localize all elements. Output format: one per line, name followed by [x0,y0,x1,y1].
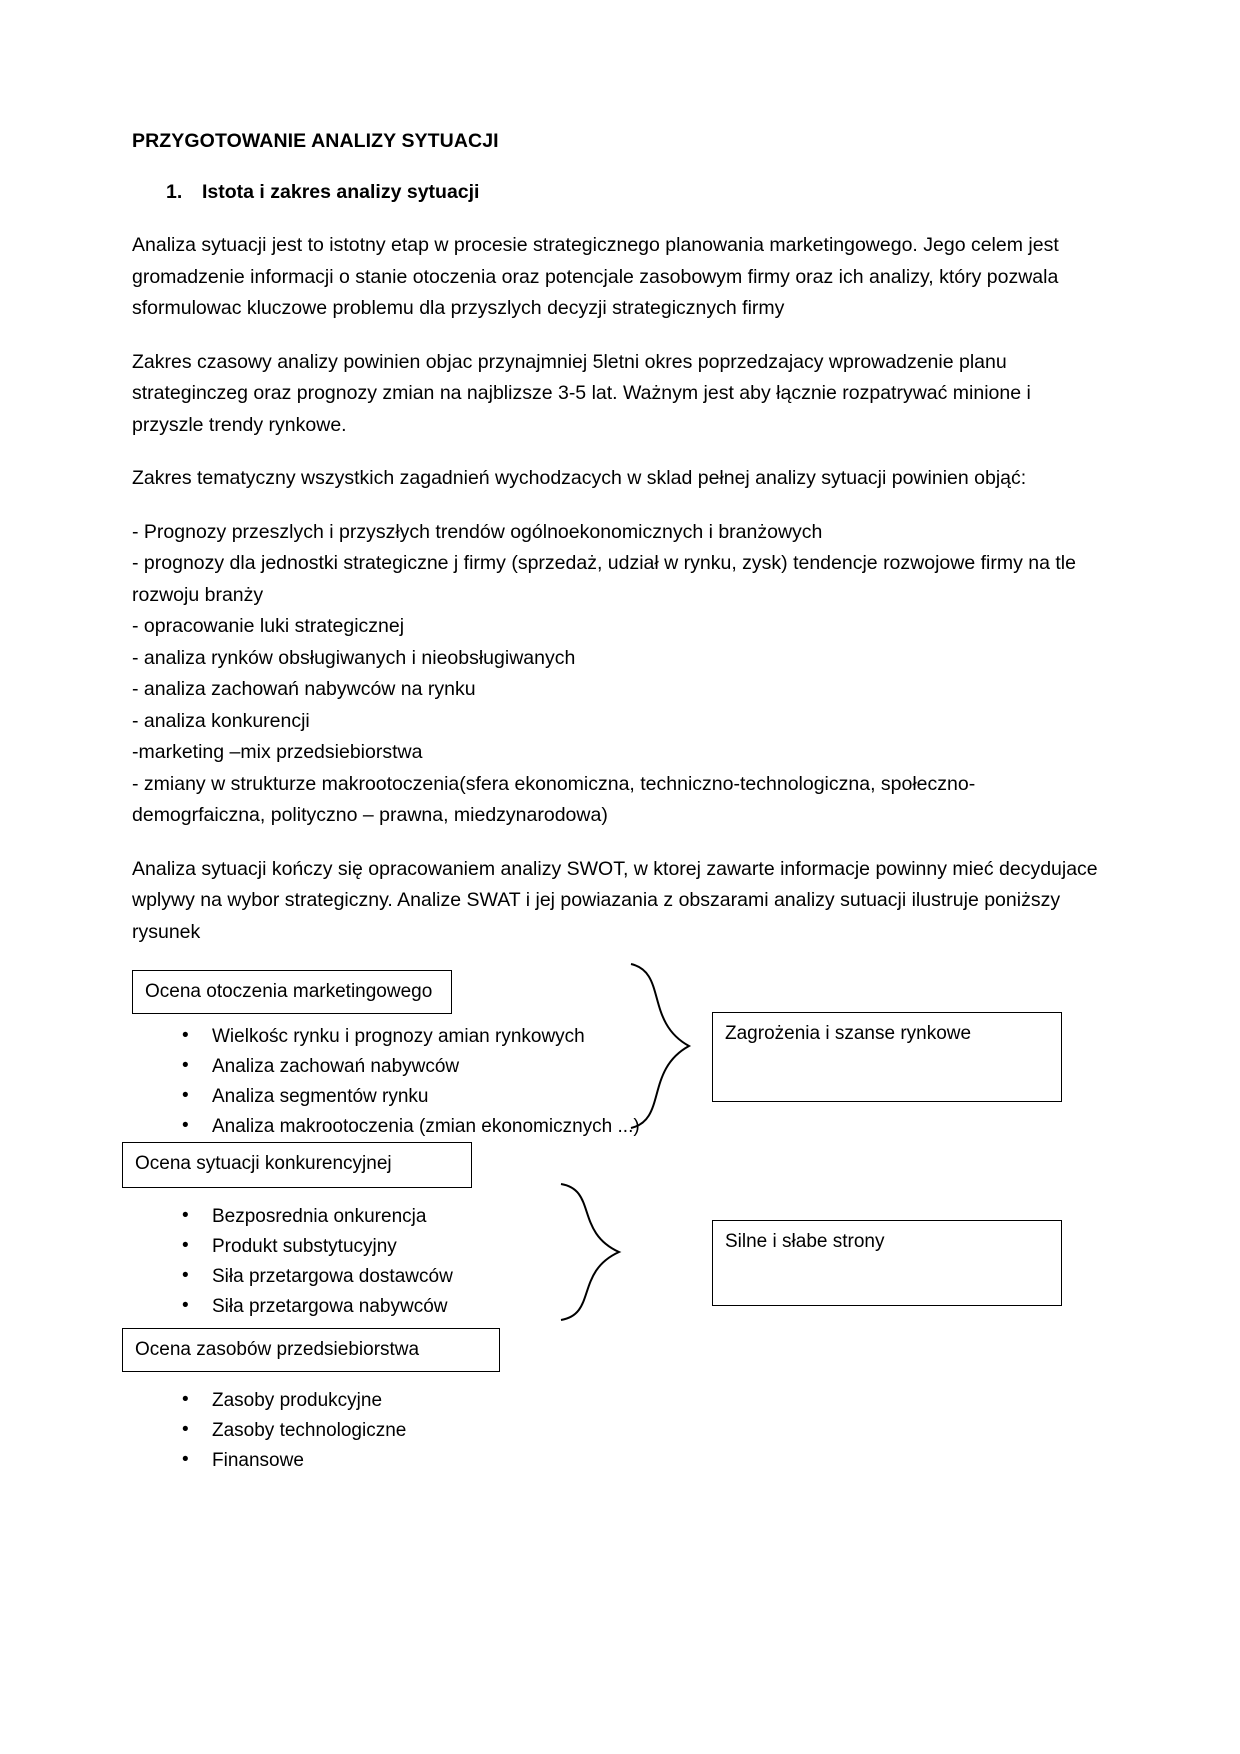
list-item: • Produkt substytucyjny [182,1232,622,1262]
dash-list-item: - analiza rynków obsługiwanych i nieobsługiwanych [132,646,576,669]
dash-list-item: - Prognozy przeszlych i przyszłych trendów ogólnoekonomicznych i branżowych [132,520,823,543]
dash-list-item: - zmiany w strukturze makrootoczenia(sfera ekonomiczna, techniczno-technologiczna, społeczno-demogrfaiczna, polityczno – prawna, miedzynarodowa) [132,772,976,826]
diagram-list-competitive-situation [142,1202,622,1322]
dash-list-item: - prognozy dla jednostki strategiczne j firmy (sprzedaż, udział w rynku, zysk) tendencje rozwojowe firmy na tle rozwoju branży [132,552,1076,606]
diagram-box-company-resources: Ocena zasobów przedsiebiorstwa [122,1328,500,1372]
list-item: • Siła przetargowa dostawców [182,1262,622,1292]
diagram-list-company-resources [142,1386,562,1476]
dash-list [132,517,1105,832]
section-title: Istota i zakres analizy sytuacji [202,181,480,203]
paragraph-2: Zakres czasowy analizy powinien objac przynajmniej 5letni okres poprzedzajacy wprowadzenie planu strateginczeg oraz prognozy zmian na najblizsze 3-5 lat. Ważnym jest aby łącznie rozpatrywać minione i przyszle trendy rynkowe. [132,350,1031,436]
list-item: • Analiza segmentów rynku [182,1082,662,1112]
dash-list-item: -marketing –mix przedsiebiorstwa [132,741,423,763]
list-item: • Zasoby technologiczne [182,1416,562,1446]
list-item: • Analiza makrootoczenia (zmian ekonomicznych ...) [182,1112,662,1142]
dash-list-item: - opracowanie luki strategicznej [132,615,405,637]
list-item: • Zasoby produkcyjne [182,1386,562,1416]
diagram-list-market-environment [142,1022,662,1142]
list-item: • Siła przetargowa nabywców [182,1292,622,1322]
section-number: 1. [166,181,183,203]
brace-icon-top [627,962,697,1132]
swot-diagram [132,970,1105,1500]
list-item: • Wielkośc rynku i prognozy amian rynkowych [182,1022,662,1052]
paragraph-3: Zakres tematyczny wszystkich zagadnień wychodzacych w sklad pełnej analizy sytuacji powinien objąć: [132,467,1027,489]
page-title: PRZYGOTOWANIE ANALIZY SYTUACJI [132,130,499,152]
dash-list-item: - analiza konkurencji [132,709,310,732]
section-heading [132,181,1105,204]
paragraph-1: Analiza sytuacji jest to istotny etap w procesie strategicznego planowania marketingowego. Jego celem jest gromadzenie informacji o stanie otoczenia oraz potencjale zasobowym firmy oraz ich analizy, który pozwala sformulowac kluczowe problemu dla przyszlych decyzji strategicznych firmy [132,234,1059,319]
diagram-box-opportunities-threats: Zagrożenia i szanse rynkowe [712,1012,1062,1102]
diagram-box-competitive-situation: Ocena sytuacji konkurencyjnej [122,1142,472,1188]
brace-icon-bottom [557,1182,627,1322]
list-item: • Finansowe [182,1446,562,1476]
list-item: • Analiza zachowań nabywców [182,1052,662,1082]
closing-paragraph: Analiza sytuacji kończy się opracowaniem analizy SWOT, w ktorej zawarte informacje powinny mieć decydujace wplywy na wybor strategiczny. Analize SWAT i jej powiazania z obszarami analizy sutuacji ilustruje poniższy rysunek [132,857,1098,943]
diagram-box-market-environment: Ocena otoczenia marketingowego [132,970,452,1014]
list-item: • Bezposrednia onkurencja [182,1202,622,1232]
diagram-box-strengths-weaknesses: Silne i słabe strony [712,1220,1062,1306]
dash-list-item: - analiza zachowań nabywców na rynku [132,678,476,700]
